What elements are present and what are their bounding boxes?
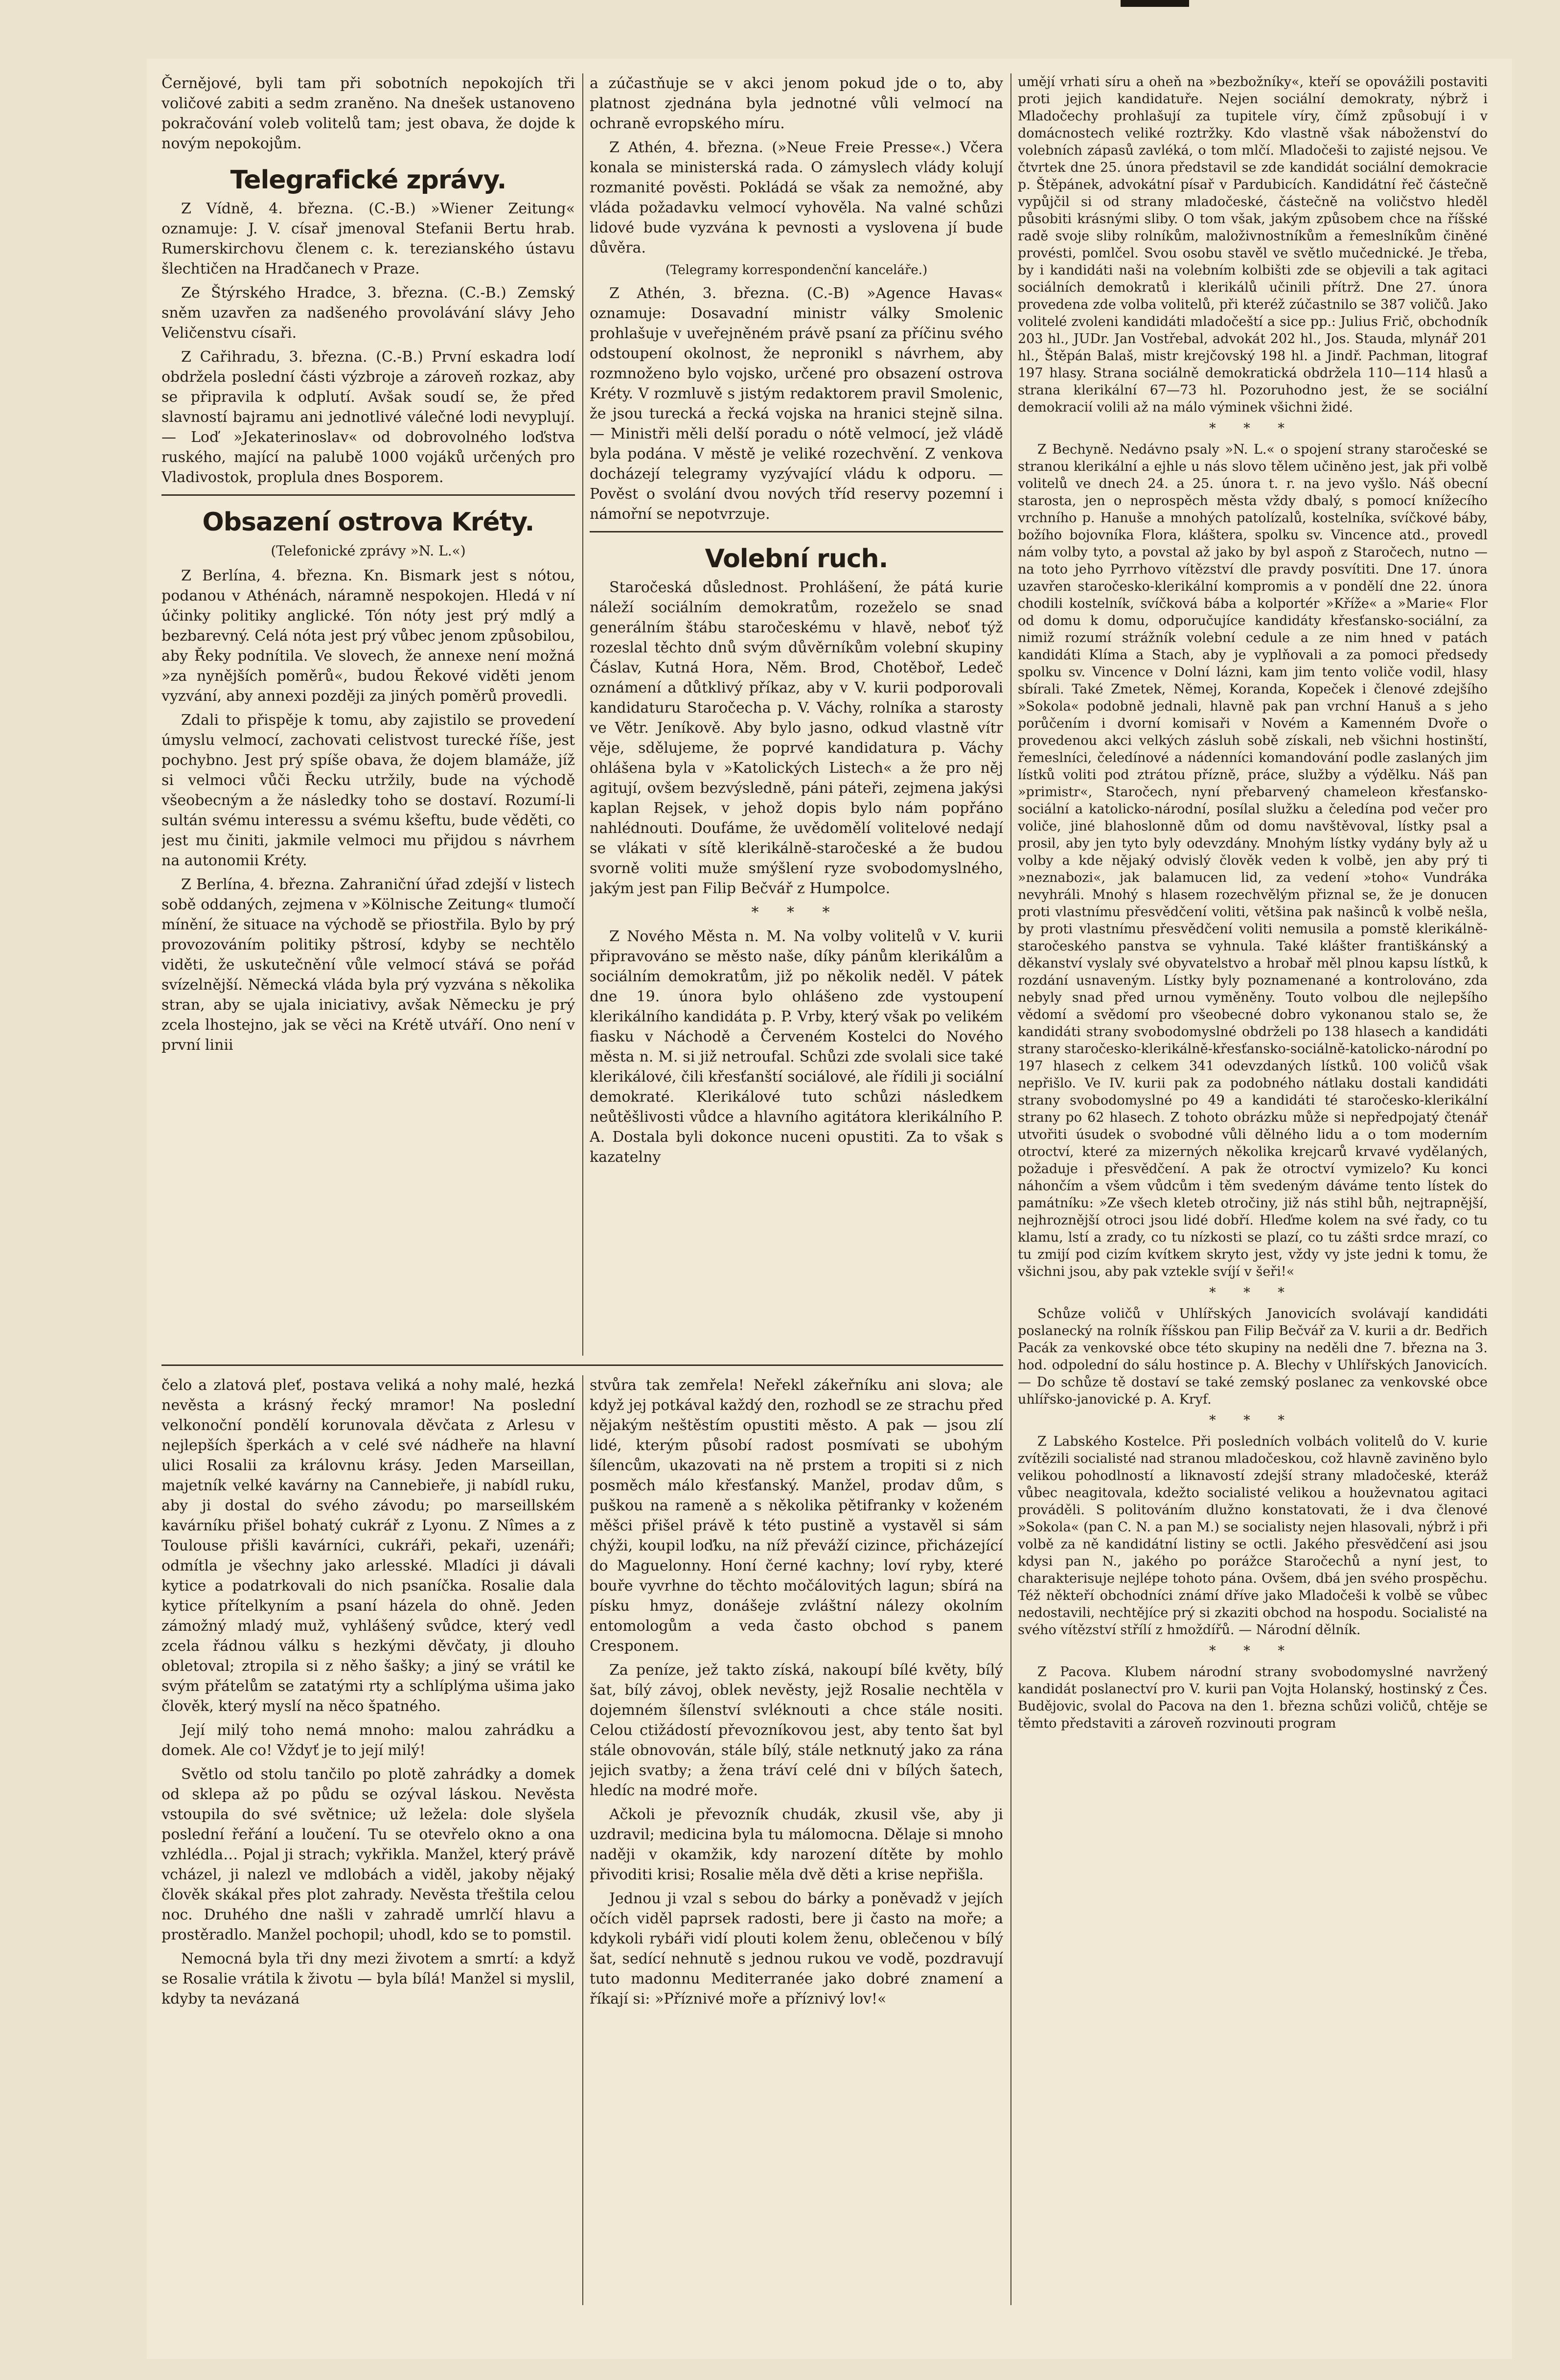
article-pacov: Z Pacova. Klubem národní strany svobodomyslné navržený kandidát poslanectví pro V. kurii pan Vojta Holanský, hostinský z Čes. Budějovic, svolal do Pacova na den 1. března schůzi voličů, chtěje se těmto představiti a zároveň rozvinouti program bbox=[1018, 1664, 1488, 1731]
telegram-vienna: Z Vídně, 4. března. (C.-B.) »Wiener Zeitung« oznamuje: J. V. císař jmenoval Stefanii Bertu hrab. Rumerskirchovu členem c. k. terezianského ústavu šlechtičen na Hradčanech v Praze. bbox=[161, 200, 575, 277]
section-heading-crete: Obsazení ostrova Kréty. bbox=[202, 508, 534, 537]
column-3 bbox=[1018, 73, 1488, 2305]
separator-stars: * * * bbox=[751, 904, 842, 921]
separator-stars: * * * bbox=[1209, 1413, 1296, 1428]
article-athens-1: Z Athén, 4. března. (»Neue Freie Presse«.) Včera konala se ministerská rada. O zámyslech vlády kolují rozmanité pověsti. Pokládá se však za nemožné, aby vláda požadavku velmocí vyhověla. Na valné schůzi lidové bude vyzvána k pevnosti a vyslovena jí bude důvěra. bbox=[590, 139, 1003, 256]
section-heading-telegrams: Telegrafické zprávy. bbox=[230, 165, 506, 195]
section-subheading: (Telegramy korrespondenční kanceláře.) bbox=[665, 263, 928, 277]
article-text: a zúčastňuje se v akci jenom pokud jde o to, aby platnost zjednána byla jednotné vůli velmocí na ochraně evropského míru. bbox=[590, 75, 1003, 132]
article-text: Z Berlína, 4. března. Kn. Bismark jest s nótou, podanou v Athénách, náramně nespokojen. Hledá v ní účinky politiky anglické. Tón nóty jest prý mdlý a bezbarevný. Celá nóta jest prý vůbec jenom způsobilou, aby Řeky podnítila. Ve slovech, že annexe není možná »za nynějších poměrů«, budou Řekové viděti jenom vyzvání, aby annexi později za jiných poměrů provedli. bbox=[161, 567, 575, 705]
newspaper-page bbox=[147, 59, 1512, 2359]
feuilleton-text: Ačkoli je převozník chudák, zkusil vše, aby ji uzdravil; medicina byla tu málomocna. Dělaje si mnoho naději v okamžik, kdy narození dítěte by mohlo přivoditi krisi; Rosalie měla dvě děti a krise nepřišla. bbox=[590, 1806, 1003, 1883]
article-janovice: Schůze voličů v Uhlířských Janovicích svolávají kandidáti poslanecký na rolník říšskou pan Filip Bečvář za V. kurii a dr. Bedřich Pacák za venkovské obce této skupiny na neděli dne 7. března na 3. hod. odpolední do sálu hostince p. A. Blechy v Uhlířských Janovicích. — Do schůze tě dostaví se také zemský poslanec za venkovské obce uhlířsko-janovické p. A. Kryf. bbox=[1018, 1306, 1488, 1407]
article-text: Z Berlína, 4. března. Zahraniční úřad zdejší v listech sobě oddaných, zejmena v »Kölnische Zeitung« tlumočí mínění, že situace na východě se přiostřila. Bylo by prý provozováním politiky pštrosí, kdyby se nechtělo viděti, že uskutečnění vůle velmocí stává se pořád svízelnější. Německá vláda byla prý vyzvána s několika stran, aby se ujala iniciativy, avšak Německu je prý zcela lhostejno, jak se věci na Krétě utváří. Ono není v první linii bbox=[161, 876, 575, 1054]
separator-stars: * * * bbox=[1209, 1643, 1296, 1659]
separator-stars: * * * bbox=[1209, 1285, 1296, 1300]
column-1 bbox=[161, 73, 575, 1358]
feuilleton-text: Za peníze, jež takto získá, nakoupí bílé květy, bílý šat, bílý závoj, oblek nevěsty, jejž Rosalie nechtěla v dojemném šílenství svléknouti a chce stále nositi. Celou ctižádostí převozníkovou jest, aby tento šat byl stále obnovován, stále bílý, stále netknutý jako za rána jejich svatby; a žena tráví celé dni v bílých šatech, hledíc na modré moře. bbox=[590, 1662, 1003, 1799]
feuilleton-text: stvůra tak zemřela! Neřekl zákeřníku ani slova; ale když jej potkával každý den, rozhodl se ze strachu před nějakým neštěstím opustiti město. A pak — jsou zlí lidé, kterým působí radost posmívati se ubohým šílencům, ukazovati na ně prstem a tropiti si z nich posměch málo křesťanský. Manžel, prodav dům, s puškou na rameně a s několika pětifranky v koženém měšci přišel právě k této pustině a vystavěl si sám chýži, koupil loďku, na níž převáží cizince, přicházející do Maguelonny. Honí černé kachny; loví ryby, které bouře vyvrhne do těchto močálovitých lagun; sbírá na písku hmyz, donášeje zvláštní nálezy okolním entomologům a veda často obchod s panem Cresponem. bbox=[590, 1377, 1003, 1655]
article-text: Černějové, byli tam při sobotních nepokojích tři voličové zabiti a sedm zraněno. Na dnešek ustanoveno pokračování voleb volitelů tam; jest obava, že dojde k novým nepokojům. bbox=[161, 75, 575, 152]
section-heading-elections: Volební ruch. bbox=[705, 544, 888, 574]
column-rule bbox=[582, 1375, 583, 2305]
article-text: Zdali to přispěje k tomu, aby zajistilo se provedení úmyslu velmocí, zachovati celistvost turecké říše, jest pochybno. Jest prý spíše obava, že dojem blamáže, jíž si velmoci vůči Řecku utržily, bude na východě všeobecným a že následky toho se dostaví. Rozumí-li sultán svému interessu a svému kšeftu, bude věděti, co jest mu činiti, jakmile velmoci mu přijdou s návrhem na autonomii Kréty. bbox=[161, 712, 575, 869]
feuilleton-text: čelo a zlatová pleť, postava veliká a nohy malé, hezká nevěsta a krásný řecký mramor! Na poslední velkonoční pondělí korunovala děvčata z Arlesu v nejlepších šperkách a v celé své nádheře na hlavní ulici Rosalii za královnu krásy. Jeden Marseillan, majetník velké kavárny na Cannebieře, ji nabídl ruku, aby ji dostal do svého závodu; po marseillském kavárníku přišel bohatý cukrář z Lyonu. Z Nîmes a z Toulouse přišli kavárníci, cukráři, pekaři, uzenáři; odmítla je všechny jako arlesské. Mladíci ji dávali kytice a podatrkovali do nich psaníčka. Rosalie dala kytice přítelkyním a psaní házela do ohně. Jeden zámožný mladý muž, vyhlášený svůdce, který vedl zcela řádnou válku s hezkými děvčaty, ji dlouho obletoval; ztropila si z něho šašky; a jiný se vrátil ke svým přátelům se zatatými rty a schlíplýma ušima jako člověk, který myslí na něco špatného. bbox=[161, 1377, 575, 1715]
section-subheading: (Telefonické zprávy »N. L.«) bbox=[271, 543, 466, 559]
feuilleton-text: Nemocná byla tři dny mezi životem a smrtí: a když se Rosalie vrátila k životu — byla bílá! Manžel si myslil, kdyby ta nevázaná bbox=[161, 1950, 575, 2008]
telegram-constantinople: Z Cařihradu, 3. března. (C.-B.) První eskadra lodí obdržela poslední části výzbroje a zároveň rozkaz, aby se připravila k odplutí. Avšak soudí se, že před slavností bajramu ani jednotlivé válečné lodi nevyplují. — Loď »Jekaterinoslav« od dobrovolného loďstva ruského, mající na palubě 1000 vojáků určených pro Vladivostok, proplula dnes Bosporem. bbox=[161, 348, 575, 486]
feuilleton-text: Jednou ji vzal s sebou do bárky a poněvadž v jejích očích viděl paprsek radosti, bere ji často na moře; a kdykoli rybáři vidí plouti kolem ženu, oblečenou v bílý šat, sedící nehnutě s jednou rukou ve vodě, pozdravují tuto madonnu Mediterranée jako dobré znamení a říkají si: »Příznivé moře a příznivý lov!« bbox=[590, 1890, 1003, 2008]
feuilleton-text: Její milý toho nemá mnoho: malou zahrádku a domek. Ale co! Vždyť je to její milý! bbox=[161, 1722, 575, 1759]
section-divider bbox=[590, 531, 1003, 532]
article-bechyne: Z Bechyně. Nedávno psaly »N. L.« o spojení strany staročeské se stranou klerikální a ejhle u nás slovo tělem učiněno jest, jak při volbě volitelů ve dnech 24. a 25. února t. r. na jevo vyšlo. Náš obecní starosta, jen o neprospěch města vždy dbalý, s pomocí knížecího vrchního p. Hanuše a mnohých patolízalů, kostelníka, svíčkové báby, božího bojovníka Flora, kláštera, spolku sv. Vincence atd., provedl nám volby tyto, a povstal až jako by byl aspoň z Staročech, nutno — na toto jeho Pyrrhovo vítězství dle pravdy posvítiti. Dne 17. února uzavřen staročesko-klerikální kompromis a v pondělí dne 22. února chodili kostelník, svíčková bába a kolportér »Kříže« a »Marie« Flor od domu k domu, odporučujíce kandidáty křesťansko-sociální, za nimiž rozumí strážník volební cedule a ze nim hned v patách kandidáti Klíma a Stach, aby je vyplňovali a za pomoci předsedy spolku sv. Vincence v Dolní lázni, kam jim tento voliče vodil, hlasy sbírali. Také Zmetek, Němej, Koranda, Kopeček i členové zdejšího »Sokola« podobně jednali, hlavně pak pan vrchní Hanuš a s jeho porůčením i dvorní komisaři v Novém a Kamenném Dvoře o provedenou akci velkých zásluh sobě získali, neb všichni hostinští, řemeslníci, čeledínové a nádenníci komandování podle zaslaných jim lístků voliti pod ztrátou přízně, práce, služby a výdělku. Náš pan »primistr«, Staročech, nyní přebarvený chameleon křesťansko-sociální a katolicko-národní, posílal služku a čeledína pod večer pro voliče, jiné blahoslonně dům od domu navštěvoval, lístky psal a prosil, aby jen tyto byly odevzdány. Mnohým lístky vydány byly až u volby a kde nějaký odvislý člověk veden k volbě, jen aby prý ti »neznabozi«, jak balamucen lid, za vedení »toho« Vundráka nevyhráli. Mnohý s hlasem rozechvělým přiznal se, že je donucen proti vlastnímu přesvědčení voliti, většina pak našinců k volbě nešla, by proti vlastnímu přesvědčení voliti nemusila a pomstě klerikálně-staročeského panstva se vyhnula. Také klášter františkánský a děkanství vyslaly své obyvatelstvo a hrobař měl plnou kapsu lístků, k rozdání usnaveným. Lístky byly poznamenané a kontrolováno, zda nebyly snad před urnou vyměněny. Touto volbou dle nejlepšího vědomí a svědomí pro všeobecné dobro vykonanou stalo se, že kandidáti strany svobodomyslné obdrželi po 138 hlasech a kandidáti strany staročesko-klerikálně-křesťansko-sociálně-katolicko-národní po 197 hlasech z celkem 341 odevzdaných lístků. 100 voličů však nepřišlo. Ve IV. kurii pak za podobného nátlaku dostali kandidáti strany svobodomyslné po 49 a kandidáti té staročesko-klerikální strany po 62 hlasech. Z tohoto obrázku může si nepředpojatý čtenář utvořiti úsudek o svobodné vůli dělného lidu a o tom moderním otroctví, které za mizerných několika krejcarů krvavé vydělaných, požaduje i přesvědčení. A pak že otroctví vymizelo? Ku konci náhončím a všem vůdcům i těm svedeným dáváme tento lístek do památníku: »Ze všech kleteb otročiny, již nás stihl bůh, nejtrapnější, nejhroznější otroci jsou lidé dobří. Hleďme kolem na své řady, co tu klamu, lstí a zrady, co tu nízkosti se plazí, co tu zášti srdce mrazí, co tu zmijí pod cizím kvítkem skryto jest, vždy vy jste jedni k tomu, že všichni jsou, aby pak vztekle svíjí v šeři!« bbox=[1018, 442, 1488, 1279]
scan-edge-mark bbox=[1121, 0, 1189, 7]
column-rule bbox=[582, 73, 583, 1356]
article-kostelec: Z Labského Kostelce. Při posledních volbách volitelů do V. kurie zvítězili socialisté nad stranou mladočeskou, což hlavně zaviněno bylo velikou pohodlností a liknavostí zdejší strany mladočeské, kteráž vůbec neagitovala, kdežto socialisté velikou a houževnatou agitaci prováděli. S politováním dlužno konstatovati, že i dva členové »Sokola« (pan C. N. a pan M.) se socialisty nejen hlasovali, nýbrž i při volbě za ně kandidátní listiny se octli. Jakého přesvědčení asi jsou kdysi pan N., jakého po porážce Staročechů a nyní jest, to charakterisuje nejlépe tohoto pána. Ovšem, dbá jen svého prospěchu. Též někteří obchodníci známí dříve jako Mladočeši k volbě se vůbec nedostavili, nechtějíce prý si zkaziti obchod na hospodu. Socialisté na svého vítězství střílí z hmoždířů. — Národní dělník. bbox=[1018, 1434, 1488, 1638]
telegram-graz: Ze Štýrského Hradce, 3. března. (C.-B.) Zemský sněm uzavřen za nadšeného provolávání slávy Jeho Veličenstvu císaři. bbox=[161, 284, 575, 342]
article-text: Z Nového Města n. M. Na volby volitelů v V. kurii připravováno se město naše, díky pánům klerikálům a sociálním demokratům, již po několik neděl. V pátek dne 19. února bylo ohlášeno zde vystoupení klerikálního kandidáta p. P. Vrby, který však po velikém fiasku v Náchodě a Červeném Kostelci do Nového města n. M. si již netroufal. Schůzi zde svolali sice také klerikálové, čili křesťanští sociálové, ale řídili ji sociální demokraté. Klerikálové tuto schůzi následkem neůtěšlivosti vůdce a hlavního agitátora klerikálního P. A. Dostala byli dokonce nuceni opustiti. Za to však s kazatelny bbox=[590, 928, 1003, 1166]
feuilleton-rule bbox=[161, 1364, 1003, 1366]
feuilleton-column-1 bbox=[161, 1375, 575, 2305]
article-athens-2: Z Athén, 3. března. (C.-B) »Agence Havas« oznamuje: Dosavadní ministr války Smolenic prohlašuje v uveřejněném právě psaní za příčinu svého odstoupení okolnost, že nepronikl s návrhem, aby rozmnoženo bylo vojsko, určené pro obsazení ostrova Kréty. V rozmluvě s jistým redaktorem pravil Smolenic, že jsou turecká a řecká vojska na hranici stejně silna. — Ministři měli delší poradu o nótě velmocí, jež vládě byla podána. V městě je veliké rozechvění. Z venkova docházejí telegramy vyzývající vládu k odporu. — Pověst o svolání dvou nových tříd reservy pozemní i námořní se nepotvrzuje. bbox=[590, 285, 1003, 523]
column-2 bbox=[590, 73, 1003, 1358]
feuilleton-column-2 bbox=[590, 1375, 1003, 2305]
separator-stars: * * * bbox=[1209, 421, 1296, 436]
article-text: umějí vrhati síru a oheň na »bezbožníky«, kteří se opovážili postaviti proti jejich kandidatuře. Nejen sociální demokraty, nýbrž i Mladočechy prohlašují za tupitele víry, čímž způsobují i v domácnostech veliké roztržky. Kdo vlastně však náboženství do volebních zápasů zavléká, o tom mlčí. Mladočeši to zajisté nejsou. Ve čtvrtek dne 25. února představil se zde kandidát sociální demokracie p. Štěpánek, advokátní písař v Pardubicích. Kandidátní řeč částečně vypůjčil si od strany mladočeské, částečně na voličstvo hleděl působiti krásnými sliby. O tom však, jakým způsobem chce na říšské radě svoje sliby rolníkům, maloživnostníkům a řemeslníkům činěné provésti, pomlčel. Svou osobu stavěl ve světlo mučednické. Je třeba, by i kandidáti naši na volebním kolbišti zde se objevili a tak agitaci sociálních demokratů i klerikálů učinili přítrž. Dne 27. února provedena zde volba volitelů, při kteréž zúčastnilo se 387 voličů. Jako volitelé zvoleni kandidáti mladočeští a sice pp.: Julius Frič, obchodník 203 hl., JUDr. Jan Vostřebal, advokát 202 hl., Jos. Stauda, mlynář 201 hl., Štěpán Balaš, mistr krejčovský 198 hl. a Jindř. Pachman, litograf 197 hlasy. Strana sociálně demokratická obdržela 110—114 hlasů a strana klerikální 67—73 hl. Pozoruhodno jest, že se sociální demokracií volili až na málo výminek všichni židé. bbox=[1018, 74, 1488, 415]
column-rule bbox=[1010, 73, 1011, 2305]
section-divider bbox=[161, 494, 575, 496]
article-text: Staročeská důslednost. Prohlášení, že pátá kurie náleží sociálním demokratům, rozeželo se snad generálním štábu staročeskému v hlavě, neboť týž rozeslal těchto dnů svým důvěrníkům volební skupiny Čáslav, Kutná Hora, Něm. Brod, Chotěboř, Ledeč oznámení a důtklivý příkaz, aby v V. kurii podporovali kandidaturu Staročecha p. V. Váchy, rolníka a starosty ve Větr. Jeníkově. Aby bylo jasno, odkud vlastně vítr věje, sdělujeme, že poprvé kandidatura p. Váchy ohlášena byla v »Katolických Listech« a že pro něj agitují, ovšem bezvýsledně, páni páteři, zejmena jakýsi kaplan Rejsek, v jehož dopis bylo nám popřáno nahlédnouti. Doufáme, že uvědomělí volitelové nedají se vlákati v sítě klerikálně-staročeské a že budou svorně voliti muže smýšlení ryze svobodomyslného, jakým jest pan Filip Bečvář z Humpolce. bbox=[590, 579, 1003, 897]
feuilleton-text: Světlo od stolu tančilo po plotě zahrádky a domek od sklepa až po půdu se ozýval láskou. Nevěsta vstoupila do své světnice; už ležela: dole slyšela poslední řeřání a loučení. Tu se otevřelo okno a ona vzhlédla… Pojal ji strach; vykřikla. Manžel, který právě vcházel, ji nalezl ve mdlobách a viděl, jakoby nějaký člověk skákal přes plot zahrady. Nevěsta třeštila celou noc. Druhého dne našli v zahradě umrlčí hlavu a prostěradlo. Manžel pochopil; uhodl, kdo se to pomstil. bbox=[161, 1766, 575, 1943]
